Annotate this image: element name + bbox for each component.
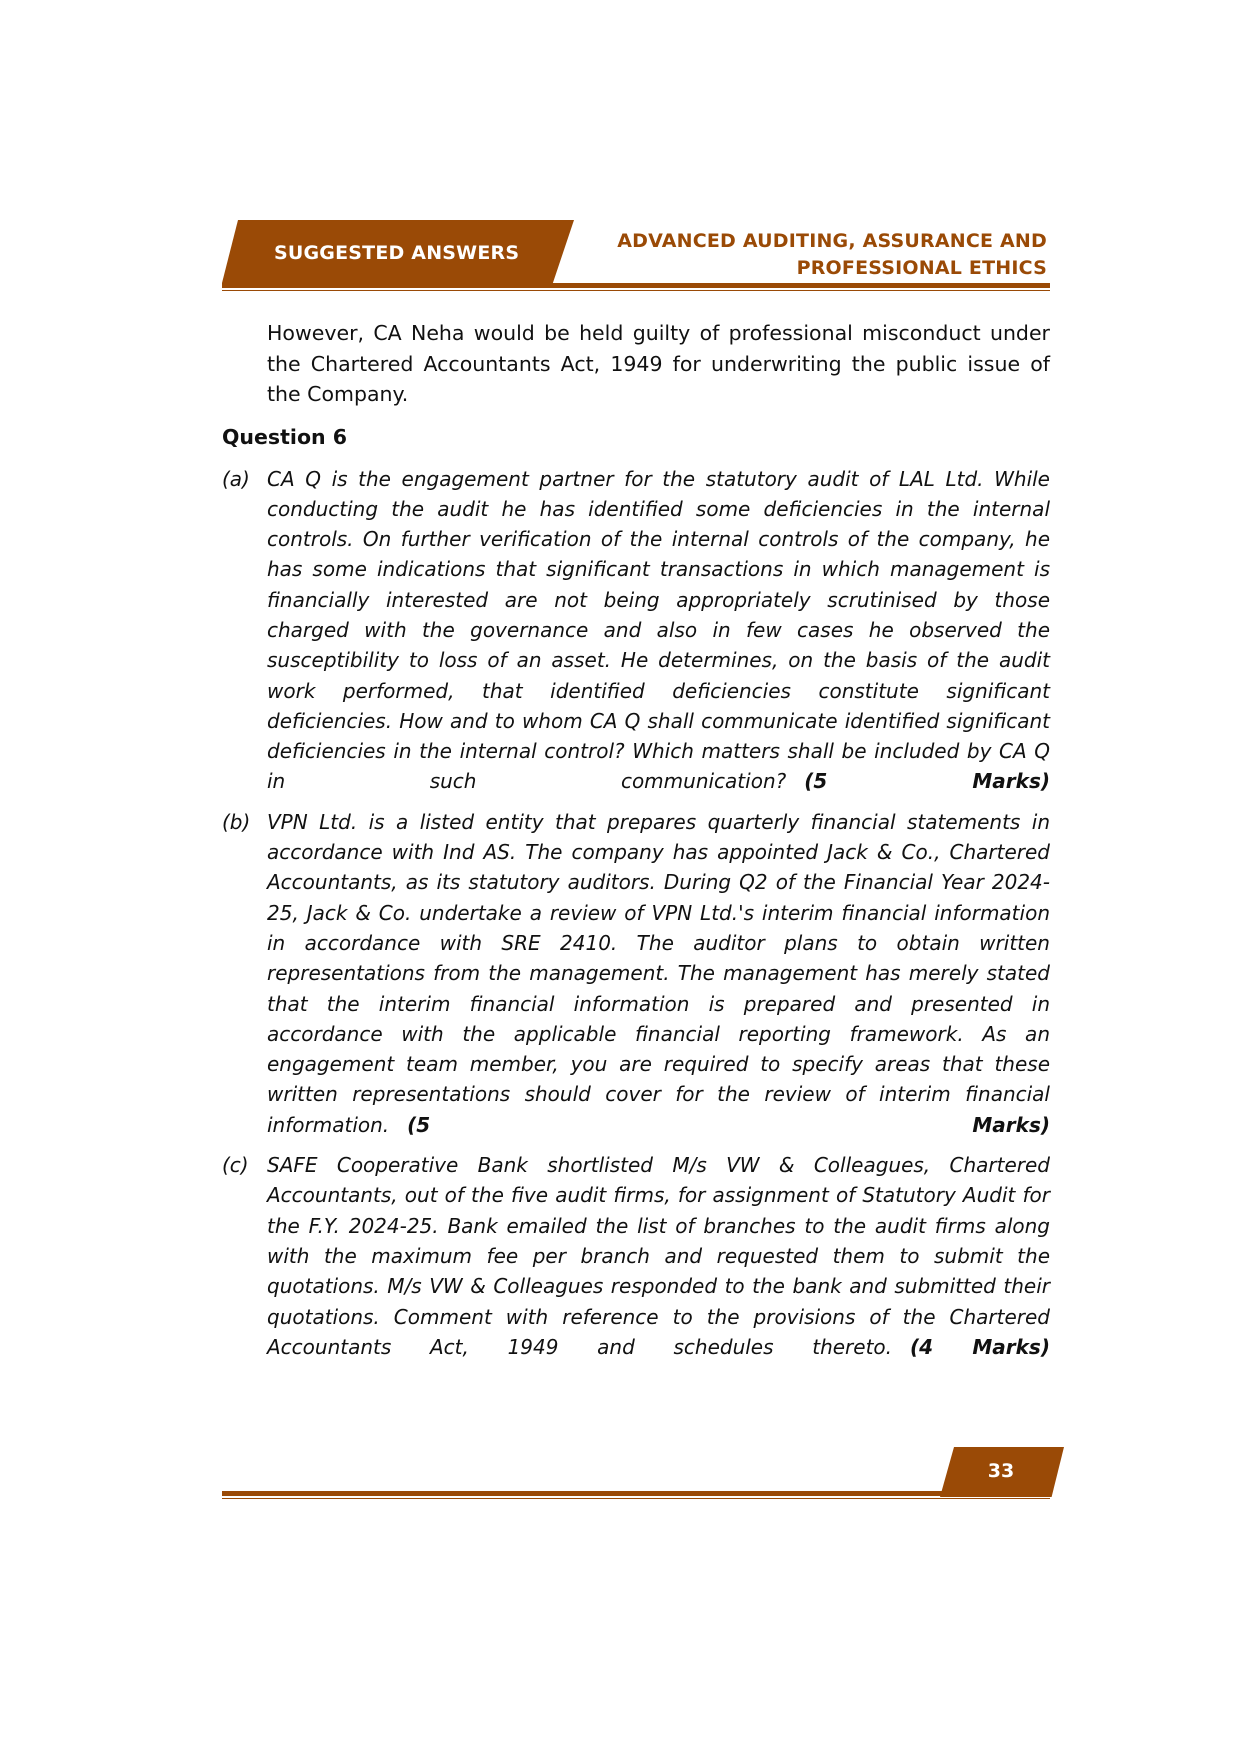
question-part-a [222,464,1050,797]
question-part-text: CA Q is the engagement partner for the statutory audit of LAL Ltd. While conducting the audit he has identified some deficiencies in the internal controls. On further verification of the internal controls of the company, he has some indications that significant transactions in which management is financially interested are not being appropriately scrutinised by those charged with the governance and also in few cases he observed the susceptibility to loss of an asset. He determines, on the basis of the audit work performed, that identified deficiencies constitute significant deficiencies. How and to whom CA Q shall communicate identified significant deficiencies in the internal control? Which matters shall be included by CA Q in such communication? [267,466,1050,794]
question-part-c [222,1150,1050,1362]
question-part-label: (c) [222,1153,249,1178]
question-part-marks: (4 Marks) [910,1334,1050,1359]
question-heading: Question 6 [222,424,348,449]
header-title-line1: ADVANCED AUDITING, ASSURANCE AND [617,230,1047,252]
question-part-label: (b) [222,809,251,834]
header-tab-label: SUGGESTED ANSWERS [274,242,520,264]
question-part-text-wrapper [267,1150,1050,1362]
page-header [222,220,1050,292]
header-title [587,228,1047,282]
question-part-text: SAFE Cooperative Bank shortlisted M/s VW & Colleagues, Chartered Accountants, out of the five audit firms, for assignment of Statutory Audit for the F.Y. 2024-25. Bank emailed the list of branches to the audit firms along with the maximum fee per branch and requested them to submit the quotations. M/s VW & Colleagues responded to the bank and submitted their quotations. Comment with reference to the provisions of the Chartered Accountants Act, 1949 and schedules thereto. [267,1153,1050,1359]
footer-rule-thin [222,1498,1050,1499]
question-part-label: (a) [222,466,250,491]
question-part-text: VPN Ltd. is a listed entity that prepares quarterly financial statements in accordance with Ind AS. The company has appointed Jack & Co., Chartered Accountants, as its statutory auditors. During Q2 of the Financial Year 2024-25, Jack & Co. undertake a review of VPN Ltd.'s interim financial information in accordance with SRE 2410. The auditor plans to obtain written representations from the management. The management has merely stated that the interim financial information is prepared and presented in accordance with the applicable financial reporting framework. As an engagement team member, you are required to specify areas that these written representations should cover for the review of interim financial information. [267,809,1050,1137]
question-part-text-wrapper [267,807,1050,1140]
page-number: 33 [987,1460,1015,1482]
question-part-b [222,807,1050,1140]
page-footer [222,1447,1050,1507]
intro-paragraph: However, CA Neha would be held guilty of professional misconduct under the Chartered Accountants Act, 1949 for underwriting the public issue of the Company. [267,321,1050,406]
header-rule-thin [222,290,1050,291]
question-part-text-wrapper [267,464,1050,797]
page-content [222,318,1050,1372]
question-part-marks: (5 Marks) [407,1112,1050,1137]
question-part-marks: (5 Marks) [804,769,1050,794]
header-rule [222,283,1050,288]
header-title-line2: PROFESSIONAL ETHICS [796,257,1047,279]
footer-rule [222,1491,1050,1496]
